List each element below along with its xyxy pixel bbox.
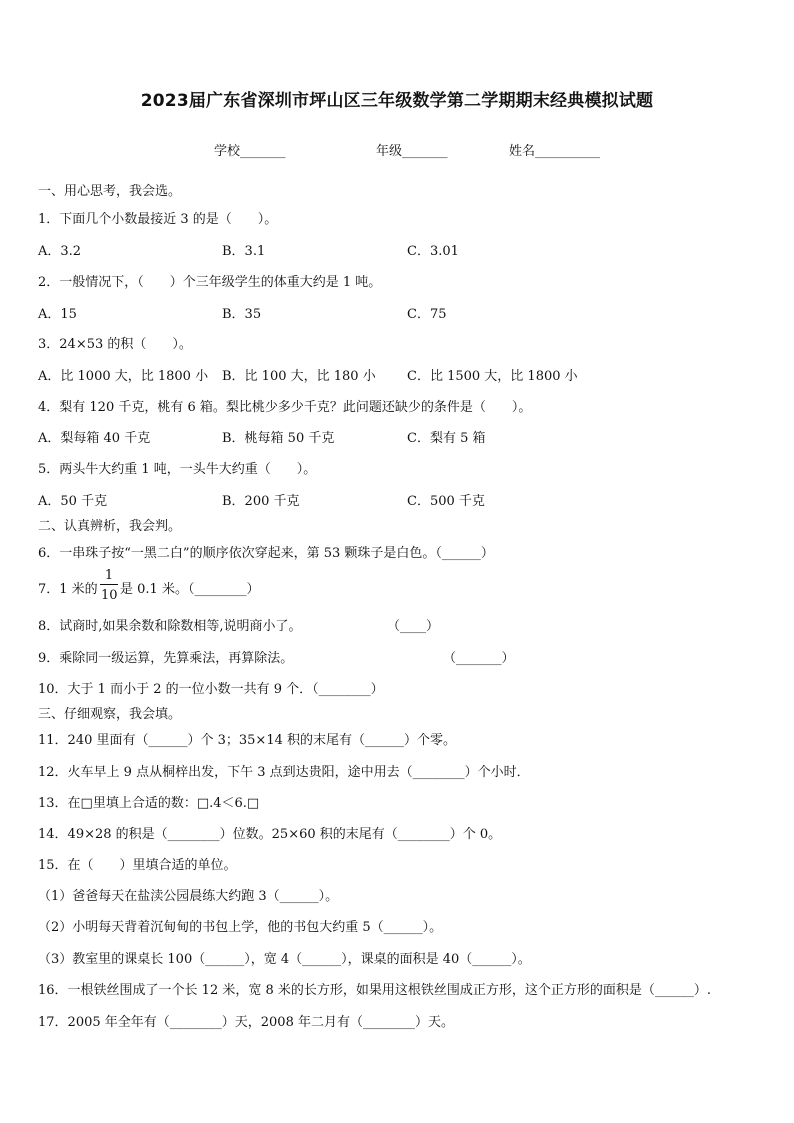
section-heading-choice: 一、用心思考，我会选。 [38, 184, 182, 199]
question-15-stem: 15．在（ ）里填合适的单位。 [38, 858, 237, 873]
question-2-stem: 2．一般情况下，（ ）个三年级学生的体重大约是 1 吨。 [38, 275, 382, 290]
question-4-stem: 4．梨有 120 千克，桃有 6 箱。梨比桃少多少千克？此问题还缺少的条件是（ ）。 [38, 400, 532, 415]
question-11: 11．240 里面有（______）个 3；35×14 积的末尾有（______）个零。 [38, 733, 456, 748]
question-15-part-3: （3）教室里的课桌长 100（______），宽 4（______），课桌的面积是 40（______）。 [38, 952, 531, 967]
question-4-option-a[interactable]: A．梨每箱 40 千克 [38, 431, 151, 446]
fraction-numerator: 1 [104, 568, 114, 583]
name-field[interactable]: 姓名__________ [509, 144, 601, 159]
question-1-option-a[interactable]: A．3.2 [38, 244, 82, 259]
section-heading-fill: 三、仔细观察，我会填。 [38, 707, 182, 722]
question-8-stem: 8．试商时,如果余数和除数相等,说明商小了。 [38, 619, 302, 634]
question-3-option-b[interactable]: B．比 100 大，比 180 小 [222, 369, 376, 384]
grade-field[interactable]: 年级_______ [376, 144, 448, 159]
question-3-option-a[interactable]: A．比 1000 大，比 1800 小 [38, 369, 209, 384]
question-9-blank[interactable]: （_______） [443, 651, 515, 666]
question-5-option-a[interactable]: A．50 千克 [38, 494, 108, 509]
question-17: 17．2005 年全年有（________）天，2008 年二月有（________）天。 [38, 1015, 454, 1030]
question-7-prefix: 7．1 米的 [38, 582, 98, 597]
question-2-option-b[interactable]: B．35 [222, 307, 262, 322]
question-8-blank[interactable]: （____） [387, 619, 440, 634]
fraction-denominator: 10 [101, 588, 118, 603]
question-1-option-c[interactable]: C．3.01 [407, 244, 459, 259]
section-heading-judge: 二、认真辨析，我会判。 [38, 519, 182, 534]
question-4-option-c[interactable]: C．梨有 5 箱 [407, 431, 486, 446]
question-16: 16．一根铁丝围成了一个长 12 米，宽 8 米的长方形，如果用这根铁丝围成正方形，这个正方形的面积是（______）. [38, 983, 712, 998]
question-2-option-c[interactable]: C．75 [407, 307, 447, 322]
question-4-option-b[interactable]: B．桃每箱 50 千克 [222, 431, 335, 446]
question-5-stem: 5．两头牛大约重 1 吨，一头牛大约重（ ）。 [38, 462, 317, 477]
question-7-suffix: 是 0.1 米。（________） [120, 582, 260, 597]
question-15-part-2: （2）小明每天背着沉甸甸的书包上学，他的书包大约重 5（______）。 [38, 920, 443, 935]
question-14: 14．49×28 的积是（________）位数。25×60 积的末尾有（________）个 0。 [38, 827, 502, 842]
question-5-option-b[interactable]: B．200 千克 [222, 494, 300, 509]
question-5-option-c[interactable]: C．500 千克 [407, 494, 485, 509]
question-15-part-1: （1）爸爸每天在盐渎公园晨练大约跑 3（______）。 [38, 889, 339, 904]
question-13: 13．在□里填上合适的数：□.4＜6.□ [38, 796, 260, 811]
question-10: 10．大于 1 而小于 2 的一位小数一共有 9 个．（________） [38, 682, 384, 697]
page-title: 2023届广东省深圳市坪山区三年级数学第二学期期末经典模拟试题 [140, 91, 654, 111]
question-12: 12．火车早上 9 点从桐梓出发，下午 3 点到达贵阳，途中用去（________）个小时． [38, 765, 530, 780]
question-9-stem: 9．乘除同一级运算，先算乘法，再算除法。 [38, 651, 294, 666]
question-2-option-a[interactable]: A．15 [38, 307, 77, 322]
question-6: 6．一串珠子按“一黑二白”的顺序依次穿起来，第 53 颗珠子是白色。（______） [38, 546, 494, 561]
question-1-stem: 1．下面几个小数最接近 3 的是（ ）。 [38, 212, 278, 227]
fraction-bar [100, 584, 118, 585]
question-3-option-c[interactable]: C．比 1500 大，比 1800 小 [407, 369, 578, 384]
question-3-stem: 3．24×53 的积（ ）。 [38, 337, 192, 352]
question-1-option-b[interactable]: B．3.1 [222, 244, 266, 259]
school-field[interactable]: 学校_______ [214, 144, 286, 159]
